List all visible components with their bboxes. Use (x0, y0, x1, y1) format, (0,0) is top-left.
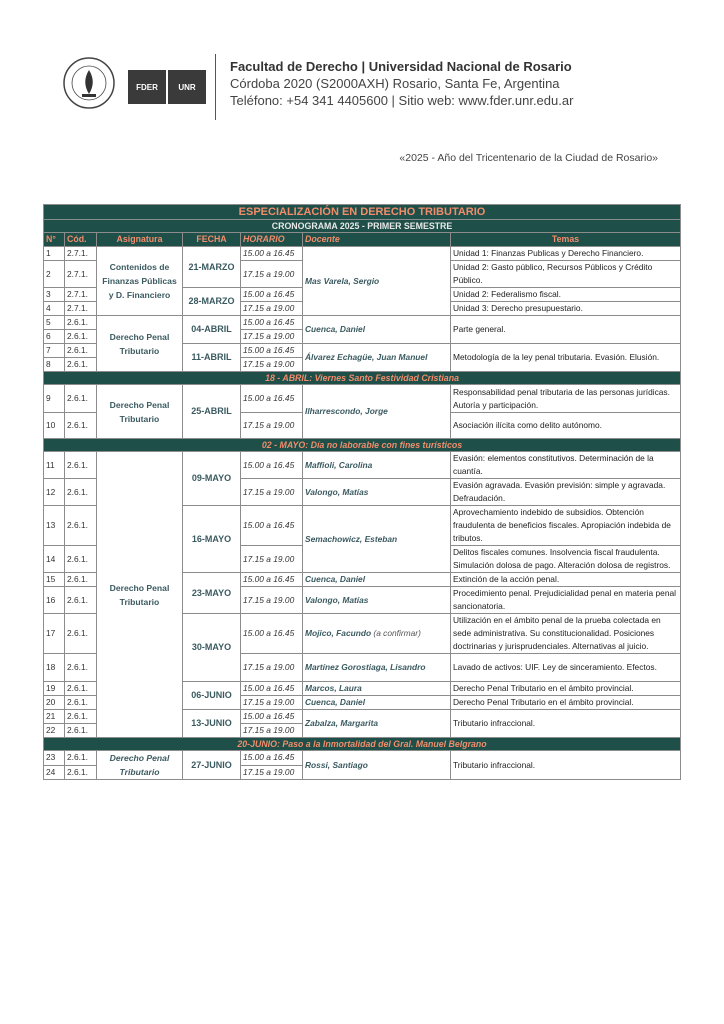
col-header-subject: Asignatura (97, 233, 183, 247)
holiday-band: 18 - ABRIL: Viernes Santo Festividad Cristiana (44, 372, 681, 385)
row-number: 4 (44, 302, 65, 316)
time-cell: 15.00 a 16.45 (241, 751, 303, 766)
time-cell: 17.15 a 19.00 (241, 358, 303, 372)
row-code: 2.7.1. (65, 247, 97, 261)
teacher-cell: Marcos, Laura (303, 682, 451, 696)
letterhead (62, 50, 662, 130)
date-cell: 23-MAYO (183, 573, 241, 614)
time-cell: 17.15 a 19.00 (241, 413, 303, 439)
teacher-note: (a confirmar) (373, 628, 421, 638)
row-number: 19 (44, 682, 65, 696)
date-cell: 30-MAYO (183, 614, 241, 682)
time-cell: 17.15 a 19.00 (241, 654, 303, 682)
col-header-num: N° (44, 233, 65, 247)
topic-cell: Responsabilidad penal tributaria de las personas jurídicas. Autoría y participación. (451, 385, 681, 413)
row-number: 6 (44, 330, 65, 344)
row-code: 2.6.1. (65, 751, 97, 766)
teacher-cell: Ilharrescondo, Jorge (303, 385, 451, 439)
time-cell: 15.00 a 16.45 (241, 316, 303, 330)
holiday-band: 02 - MAYO: Día no laborable con fines turísticos (44, 439, 681, 452)
institution-name: Facultad de Derecho | Universidad Nacional de Rosario (230, 59, 572, 74)
time-cell: 15.00 a 16.45 (241, 614, 303, 654)
time-cell: 15.00 a 16.45 (241, 573, 303, 587)
topic-cell: Procedimiento penal. Prejudicialidad penal en materia penal sancionatoria. (451, 587, 681, 614)
row-number: 3 (44, 288, 65, 302)
schedule-table (43, 204, 681, 780)
date-cell: 16-MAYO (183, 506, 241, 573)
time-cell: 15.00 a 16.45 (241, 247, 303, 261)
unr-logo: UNR (168, 70, 206, 104)
time-cell: 15.00 a 16.45 (241, 344, 303, 358)
row-number: 18 (44, 654, 65, 682)
topic-cell: Asociación ilícita como delito autónomo. (451, 413, 681, 439)
topic-cell: Derecho Penal Tributario en el ámbito provincial. (451, 682, 681, 696)
row-code: 2.6.1. (65, 765, 97, 780)
row-number: 13 (44, 506, 65, 546)
subject-cell: Derecho Penal Tributario (97, 751, 183, 780)
time-cell: 15.00 a 16.45 (241, 385, 303, 413)
date-cell: 11-ABRIL (183, 344, 241, 372)
row-code: 2.6.1. (65, 573, 97, 587)
row-number: 14 (44, 546, 65, 573)
table-title: ESPECIALIZACIÓN EN DERECHO TRIBUTARIO (44, 205, 681, 220)
date-cell: 25-ABRIL (183, 385, 241, 439)
row-code: 2.6.1. (65, 385, 97, 413)
row-number: 11 (44, 452, 65, 479)
teacher-cell: Cuenca, Daniel (303, 316, 451, 344)
row-number: 17 (44, 614, 65, 654)
row-code: 2.6.1. (65, 682, 97, 696)
row-code: 2.6.1. (65, 479, 97, 506)
teacher-cell: Álvarez Echagüe, Juan Manuel (303, 344, 451, 372)
teacher-cell: Valongo, Matías (303, 479, 451, 506)
time-cell: 17.15 a 19.00 (241, 587, 303, 614)
table-row (44, 316, 681, 330)
topic-cell: Delitos fiscales comunes. Insolvencia fiscal fraudulenta. Simulación dolosa de pago. Alteración dolosa de registros. (451, 546, 681, 573)
teacher-cell: Mas Varela, Sergio (303, 247, 451, 316)
row-number: 8 (44, 358, 65, 372)
row-code: 2.6.1. (65, 506, 97, 546)
header-divider (215, 54, 216, 120)
teacher-cell: Cuenca, Daniel (303, 696, 451, 710)
row-code: 2.6.1. (65, 344, 97, 358)
teacher-cell: Maffioli, Carolina (303, 452, 451, 479)
time-cell: 17.15 a 19.00 (241, 546, 303, 573)
date-cell: 27-JUNIO (183, 751, 241, 780)
time-cell: 15.00 a 16.45 (241, 452, 303, 479)
topic-cell: Lavado de activos: UIF. Ley de sinceramiento. Efectos. (451, 654, 681, 682)
time-cell: 17.15 a 19.00 (241, 330, 303, 344)
topic-cell: Evasión agravada. Evasión previsión: simple y agravada. Defraudación. (451, 479, 681, 506)
topic-cell: Parte general. (451, 316, 681, 344)
row-code: 2.6.1. (65, 654, 97, 682)
row-number: 24 (44, 765, 65, 780)
topic-cell: Unidad 2: Gasto público, Recursos Públicos y Crédito Público. (451, 261, 681, 288)
time-cell: 15.00 a 16.45 (241, 506, 303, 546)
teacher-cell: Zabalza, Margarita (303, 710, 451, 738)
row-number: 20 (44, 696, 65, 710)
date-cell: 28-MARZO (183, 288, 241, 316)
time-cell: 17.15 a 19.00 (241, 302, 303, 316)
col-header-teacher: Docente (303, 233, 451, 247)
row-code: 2.6.1. (65, 330, 97, 344)
row-code: 2.6.1. (65, 710, 97, 724)
row-number: 5 (44, 316, 65, 330)
teacher-cell: Valongo, Matías (303, 587, 451, 614)
row-code: 2.6.1. (65, 696, 97, 710)
teacher-cell (303, 614, 451, 654)
row-number: 7 (44, 344, 65, 358)
teacher-cell: Semachowicz, Esteban (303, 506, 451, 573)
row-number: 2 (44, 261, 65, 288)
time-cell: 15.00 a 16.45 (241, 682, 303, 696)
row-number: 1 (44, 247, 65, 261)
topic-cell: Evasión: elementos constitutivos. Determinación de la cuantía. (451, 452, 681, 479)
row-code: 2.7.1. (65, 261, 97, 288)
fder-logo: FDER (128, 70, 166, 104)
row-number: 15 (44, 573, 65, 587)
row-code: 2.6.1. (65, 724, 97, 738)
row-code: 2.6.1. (65, 316, 97, 330)
row-code: 2.7.1. (65, 288, 97, 302)
date-cell: 09-MAYO (183, 452, 241, 506)
time-cell: 17.15 a 19.00 (241, 261, 303, 288)
teacher-name: Mojico, Facundo (305, 628, 372, 638)
row-number: 12 (44, 479, 65, 506)
institution-info (230, 58, 573, 109)
table-subtitle: CRONOGRAMA 2025 - PRIMER SEMESTRE (44, 220, 681, 233)
row-number: 21 (44, 710, 65, 724)
row-code: 2.6.1. (65, 413, 97, 439)
subject-cell: Contenidos de Finanzas Públicas y D. Financiero (97, 247, 183, 316)
topic-cell: Unidad 2: Federalismo fiscal. (451, 288, 681, 302)
year-motto: «2025 - Año del Tricentenario de la Ciudad de Rosario» (399, 152, 658, 164)
row-code: 2.7.1. (65, 302, 97, 316)
date-cell: 13-JUNIO (183, 710, 241, 738)
col-header-code: Cód. (65, 233, 97, 247)
topic-cell: Aprovechamiento indebido de subsidios. Obtención fraudulenta de beneficios fiscales. Apropiación indebida de tributos. (451, 506, 681, 546)
col-header-date: FECHA (183, 233, 241, 247)
topic-cell: Utilización en el ámbito penal de la prueba colectada en sede administrativa. Su constitucionalidad. Posiciones doctrinarias y jurisprudenciales. Alternativas al juicio. (451, 614, 681, 654)
topic-cell: Unidad 3: Derecho presupuestario. (451, 302, 681, 316)
row-number: 22 (44, 724, 65, 738)
teacher-cell: Cuenca, Daniel (303, 573, 451, 587)
time-cell: 17.15 a 19.00 (241, 696, 303, 710)
university-seal-icon (62, 56, 116, 110)
subject-cell: Derecho Penal Tributario (97, 316, 183, 372)
subject-cell: Derecho Penal Tributario (97, 452, 183, 738)
row-code: 2.6.1. (65, 546, 97, 573)
date-cell: 06-JUNIO (183, 682, 241, 710)
time-cell: 17.15 a 19.00 (241, 724, 303, 738)
institution-contact: Teléfono: +54 341 4405600 | Sitio web: www.fder.unr.edu.ar (230, 93, 574, 108)
topic-cell: Unidad 1: Finanzas Publicas y Derecho Financiero. (451, 247, 681, 261)
time-cell: 17.15 a 19.00 (241, 479, 303, 506)
table-row (44, 452, 681, 479)
row-code: 2.6.1. (65, 587, 97, 614)
time-cell: 17.15 a 19.00 (241, 765, 303, 780)
subject-cell: Derecho Penal Tributario (97, 385, 183, 439)
row-number: 16 (44, 587, 65, 614)
row-code: 2.6.1. (65, 358, 97, 372)
date-cell: 21-MARZO (183, 247, 241, 288)
topic-cell: Derecho Penal Tributario en el ámbito provincial. (451, 696, 681, 710)
topic-cell: Metodología de la ley penal tributaria. Evasión. Elusión. (451, 344, 681, 372)
col-header-topics: Temas (451, 233, 681, 247)
row-number: 23 (44, 751, 65, 766)
time-cell: 15.00 a 16.45 (241, 288, 303, 302)
teacher-cell: Rossi, Santiago (303, 751, 451, 780)
row-code: 2.6.1. (65, 452, 97, 479)
time-cell: 15.00 a 16.45 (241, 710, 303, 724)
topic-cell: Tributario infraccional. (451, 710, 681, 738)
row-number: 10 (44, 413, 65, 439)
date-cell: 04-ABRIL (183, 316, 241, 344)
table-row (44, 247, 681, 261)
row-number: 9 (44, 385, 65, 413)
institution-address: Córdoba 2020 (S2000AXH) Rosario, Santa Fe, Argentina (230, 76, 560, 91)
holiday-band: 20-JUNIO: Paso a la Inmortalidad del Gral. Manuel Belgrano (44, 738, 681, 751)
topic-cell: Tributario infraccional. (451, 751, 681, 780)
col-header-time: HORARIO (241, 233, 303, 247)
table-row (44, 751, 681, 766)
row-code: 2.6.1. (65, 614, 97, 654)
teacher-cell: Martínez Gorostiaga, Lisandro (303, 654, 451, 682)
table-row (44, 385, 681, 413)
topic-cell: Extinción de la acción penal. (451, 573, 681, 587)
